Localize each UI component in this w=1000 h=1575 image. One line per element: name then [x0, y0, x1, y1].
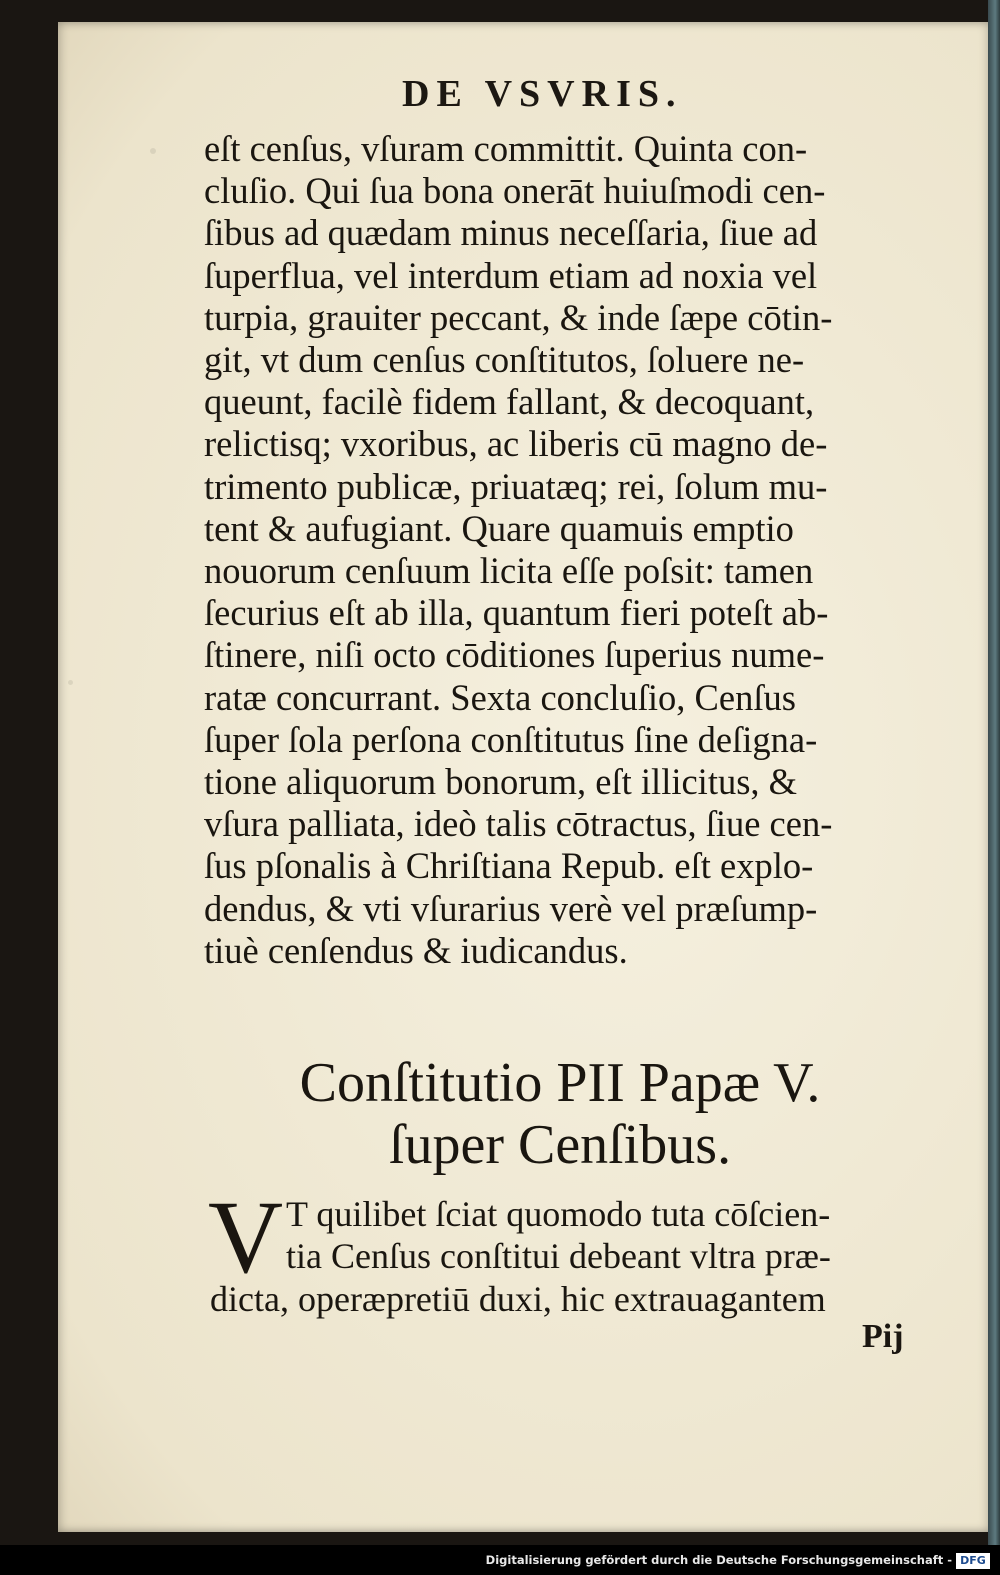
text-line: ſecurius eſt ab illa, quantum fieri poteſt ab- — [204, 592, 829, 634]
section-title-line1: Conſtitutio PII Papæ V. — [299, 1052, 821, 1114]
text-line: nouorum cenſuum licita eſſe poſsit: tamen — [204, 550, 814, 592]
text-line: dicta, operæpretiū duxi, hic extrauagantem — [210, 1279, 826, 1319]
text-line: ſibus ad quædam minus neceſſaria, ſiue ad — [204, 212, 818, 254]
ink-speck — [68, 680, 73, 685]
text-line: relictisq; vxoribus, ac liberis cū magno de- — [204, 423, 828, 465]
text-line: trimento publicæ, priuatæq; rei, ſolum mu- — [204, 465, 828, 507]
footer-bar — [0, 1545, 1000, 1575]
book-edge — [988, 0, 1000, 1545]
drop-cap: V — [208, 1180, 284, 1295]
text-line: ſtinere, niſi octo cōditiones ſuperius nume- — [204, 634, 825, 676]
funding-credit: Digitalisierung gefördert durch die Deutsche Forschungsgemeinschaft - — [485, 1553, 952, 1567]
text-line: T quilibet ſciat quomodo tuta cōſcien- — [286, 1194, 831, 1234]
text-line: git, vt dum cenſus conſtitutos, ſoluere ne- — [204, 339, 805, 381]
section-title — [210, 1052, 910, 1176]
text-line: tent & aufugiant. Quare quamuis emptio — [204, 507, 794, 549]
ink-speck — [150, 148, 156, 154]
constitution-paragraph — [286, 1193, 926, 1277]
text-line: tione aliquorum bonorum, eſt illicitus, & — [204, 761, 798, 803]
text-line: tia Cenſus conſtitui debeant vltra præ- — [286, 1236, 831, 1276]
text-line: vſura palliata, ideò talis cōtractus, ſiue cen- — [204, 803, 833, 845]
text-line: eſt cenſus, vſuram committit. Quinta con- — [204, 128, 808, 169]
running-title: DE VSVRIS. — [402, 73, 683, 115]
dfg-logo: DFG — [956, 1553, 990, 1569]
text-line: ratæ concurrant. Sexta concluſio, Cenſus — [204, 676, 796, 718]
text-line: ſus pſonalis à Chriſtiana Repub. eſt explo- — [204, 845, 814, 887]
text-line: tiuè cenſendus & iudicandus. — [204, 929, 628, 971]
main-paragraph — [204, 128, 922, 972]
text-line: turpia, grauiter peccant, & inde ſæpe cōtin- — [204, 296, 833, 338]
text-line: dendus, & vti vſurarius verè vel præſump- — [204, 887, 818, 929]
section-title-line2: ſuper Cenſibus. — [388, 1114, 732, 1176]
signature-mark: Pij — [862, 1318, 904, 1355]
text-line: ſuper ſola perſona conſtitutus ſine deſigna- — [204, 718, 818, 760]
text-line: cluſio. Qui ſua bona onerāt huiuſmodi cen- — [204, 170, 826, 212]
text-line: queunt, facilè fidem fallant, & decoquant, — [204, 381, 815, 423]
text-line: ſuperflua, vel interdum etiam ad noxia vel — [204, 254, 818, 296]
